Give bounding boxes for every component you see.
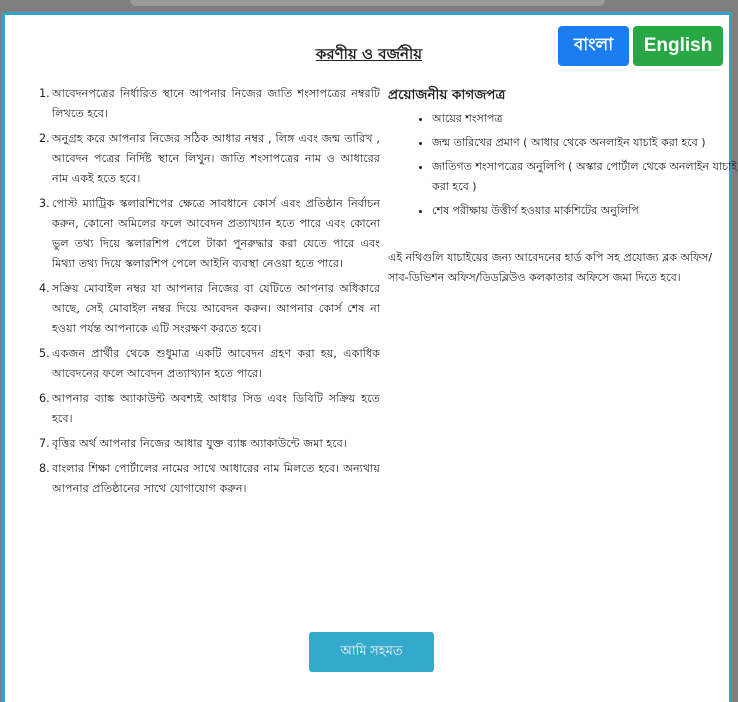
document-item: • জন্ম তারিখের প্রমাণ ( আধার থেকে অনলাইন যাচাই করা হবে ) [432,133,738,153]
rule-item: আপনার ব্যাঙ্ক অ্যাকাউন্ট অবশ্যই আধার সিড এবং ডিবিটি সক্রিয় হতে হবে। [52,392,380,425]
required-documents-heading: প্রয়োজনীয় কাগজপত্র [388,87,506,103]
bengali-language-button[interactable]: বাংলা [558,26,629,66]
required-documents-list [418,109,738,225]
rule-item: সক্রিয় মোবাইল নম্বর যা আপনার নিজের বা যেটিতে আপনার অধিকারে আছে, সেই মোবাইল নম্বর দিয়ে আবেদন করুন। আপনার কোর্স শেষ না হওয়া পর্যন্ত আপনাকে এটি সংরক্ষণ করতে হবে। [52,282,380,335]
submission-note: এই নথিগুলি যাচাইয়ের জন্য আবেদনের হার্ড কপি সহ প্রযোজ্য ব্লক অফিস/সাব-ডিভিশন অফিস/ডিডব্লিউও কলকাতার অফিসে জমা দিতে হবে। [388,251,713,284]
rule-item: পোস্ট ম্যাট্রিক স্কলারশিপের ক্ষেত্রে সাবধানে কোর্স এবং প্রতিষ্ঠান নির্বাচন করুন, কোনো অমিলের ফলে আবেদন প্রত্যাখ্যান হতে পারে এবং কোনো ভুল তথ্য দিয়ে স্কলারশিপ পেলে টাকা পুনরুদ্ধার করা যেতে পারে এবং মিথ্যা তথ্য দিয়ে স্কলারশিপ পেলে আইনি ব্যবস্থা নেওয়া হতে পারে। [52,197,380,270]
document-item: • আয়ের শংসাপত্র [432,109,738,129]
english-language-button[interactable]: English [633,26,723,66]
background-page-edge [130,0,605,6]
rule-item: আবেদনপত্রের নির্ধারিত স্থানে আপনার নিজের জাতি শংসাপত্রের নম্বরটি লিখতে হবে। [52,87,380,120]
rule-item: বৃত্তির অর্থ আপনার নিজের আধার যুক্ত ব্যাঙ্ক অ্যাকাউন্টে জমা হবে। [52,437,347,450]
rules-list [28,84,380,504]
document-item: • জাতিগত শংসাপত্রের অনুলিপি ( অস্কার পোর্টাল থেকে অনলাইন যাচাই করা হবে ) [432,157,738,197]
rule-item: একজন প্রার্থীর থেকে শুধুমাত্র একটি আবেদন গ্রহণ করা হয়, একাধিক আবেদনের ফলে আবেদন প্রত্যাখ্যান হতে পারে। [52,347,380,380]
rule-item: বাংলার শিক্ষা পোর্টালের নামের সাথে আধারের নাম মিলতে হবে। অন্যথায় আপনার প্রতিষ্ঠানের সাথে যোগাযোগ করুন। [52,462,380,495]
document-item: • শেষ পরীক্ষায় উত্তীর্ণ হওয়ার মার্কশিটের অনুলিপি [432,201,738,221]
modal-title: করণীয় ও বর্জনীয় [315,45,423,63]
rule-item: অনুগ্রহ করে আপনার নিজের সঠিক আধার নম্বর , লিঙ্গ এবং জন্ম তারিখ , আবেদন পত্রের নির্দিষ্ট স্থানে লিখুন। জাতি শংসাপত্রের নাম ও আধারের নাম একই হতে হবে। [52,132,380,185]
agree-button[interactable]: আমি সহমত [309,632,434,672]
